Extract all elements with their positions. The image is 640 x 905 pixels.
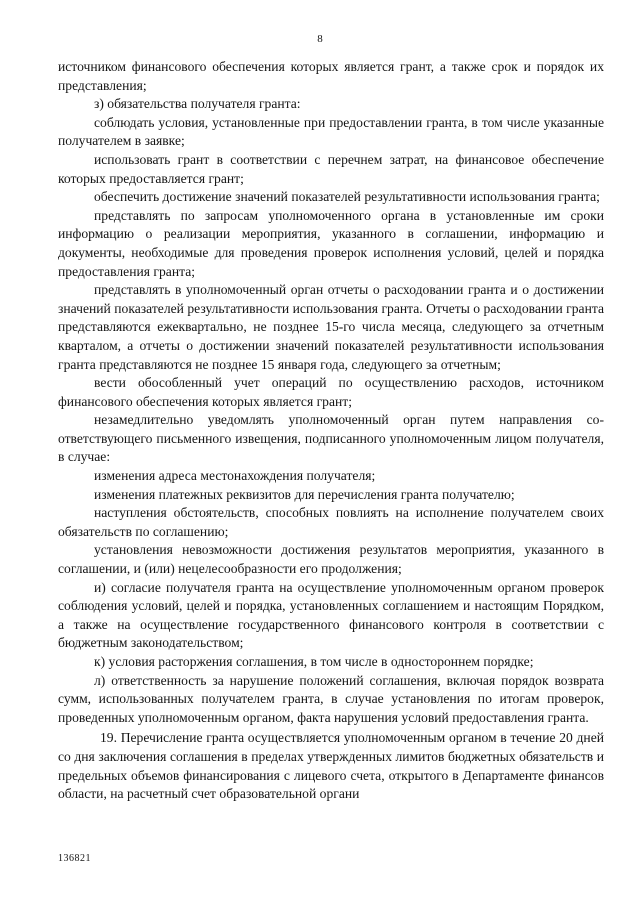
paragraph: к) условия расторжения соглашения, в том числе в одностороннем порядке;	[94, 654, 534, 669]
paragraph: соблюдать условия, установленные при предоставлении гранта, в том числе указанные получателем в заявке;	[58, 114, 604, 149]
paragraph: изменения адреса местонахождения получателя;	[94, 468, 376, 484]
paragraph: незамедлительно уведомлять уполномоченный орган путем направления соответствующего письменного извещения, подписанного уполномоченным лицом получателя, в случае:	[58, 412, 604, 465]
paragraph: з) обязательства получателя гранта:	[94, 96, 301, 112]
paragraph: и) согласие получателя гранта на осуществление уполномоченным органом проверок соблюдения условий, целей и порядка, установленных соглашением и настоящим Порядком, а также на осуществление государственного финансового контроля в соответствии с бюджетным законодательством;	[58, 579, 604, 651]
paragraph: наступления обстоятельств, способных повлиять на исполнение получателем своих обязательств по соглашению;	[58, 505, 604, 539]
paragraph: обеспечить достижение значений показателей результативности использования гранта;	[94, 189, 600, 205]
paragraph: л) ответственность за нарушение положений соглашения, включая порядок возврата сумм, использованных получателем гранта, в случае установления по итогам проверок, проведенных уполномоченным органом, факта нарушения условий предоставления гранта.	[58, 672, 604, 725]
footer-code: 136821	[58, 853, 91, 864]
paragraph: представлять по запросам уполномоченного органа в установленные им сроки информацию о реализации мероприятия, указанного в соглашении, информацию и документы, необходимые для проведения проверок исполнения условий, целей и порядка предоставления гранта;	[58, 207, 604, 279]
document-body	[58, 58, 604, 804]
paragraph: 19. Перечисление гранта осуществляется уполномоченным органом в течение 20 дней со дня заключения соглашения в пределах утвержденных лимитов бюджетных обязательств и предельных объемов финансирования с лицевого счета, открытого в Департаменте финансов области, на расчетный счет образовательной органи	[58, 730, 604, 802]
page-number: 8	[317, 33, 323, 45]
paragraph: источником финансового обеспечения которых является грант, а также срок и порядок их представления;	[58, 59, 604, 93]
paragraph: представлять в уполномоченный орган отчеты о расходовании гранта и о достижении значений показателей результативности использования гранта. Отчеты о расходовании гранта представляются ежеквартально, не позднее 15-го числа месяца, следующего за отчетным кварталом, а отчеты о достижении значений показателей результативности использования гранта представляются не позднее 15 января года, следующего за отчетным;	[58, 282, 604, 372]
paragraph: вести обособленный учет операций по осуществлению расходов, источником финансового обеспечения которых является грант;	[58, 375, 604, 409]
paragraph: установления невозможности достижения результатов мероприятия, указанного в соглашении, и (или) нецелесообразности его продолжения;	[58, 542, 604, 577]
paragraph: использовать грант в соответствии с перечнем затрат, на финансовое обеспечение которых предоставляется грант;	[58, 151, 604, 186]
paragraph: изменения платежных реквизитов для перечисления гранта получателю;	[94, 486, 515, 502]
